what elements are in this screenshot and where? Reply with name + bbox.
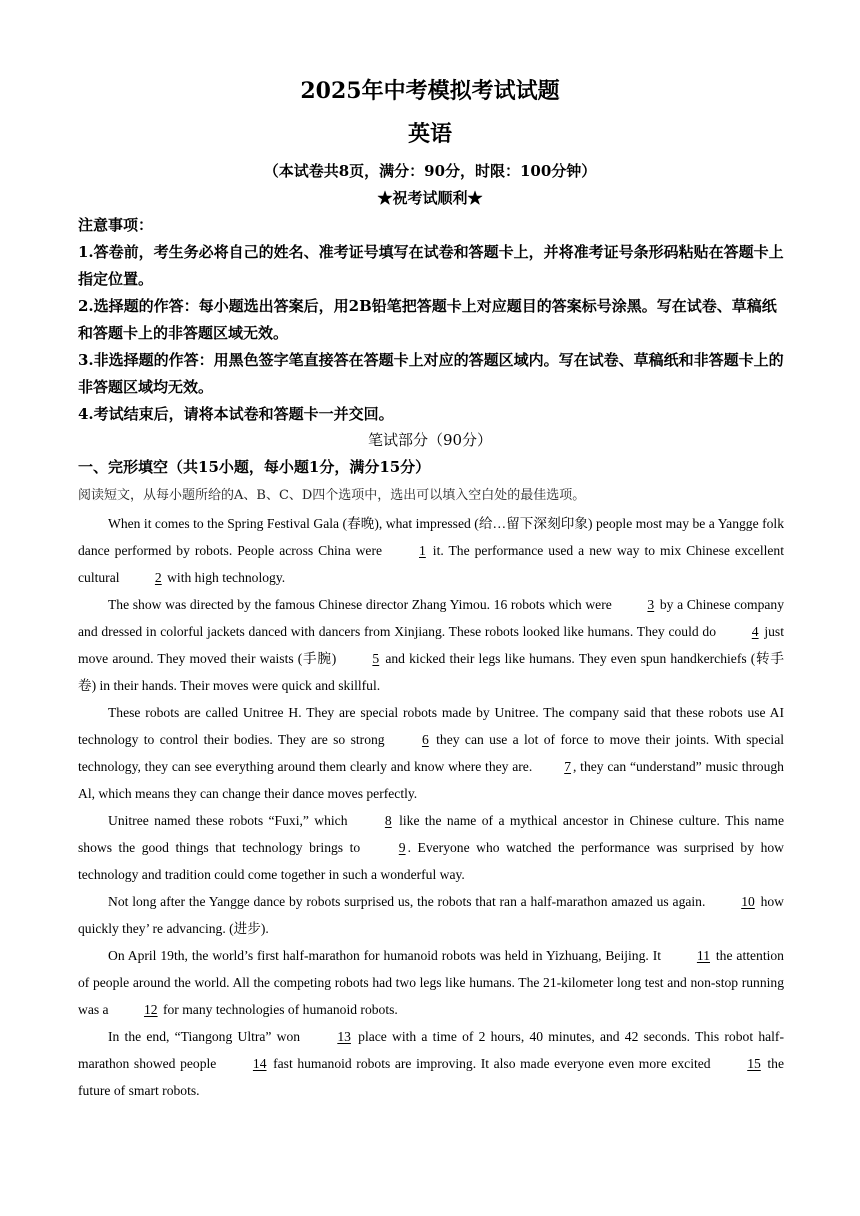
- passage-text: Unitree named these robots “Fuxi,” which: [108, 813, 353, 828]
- passage-text: , they can “understand” music through Al, which means they can change their dance moves perfectly.: [78, 759, 784, 801]
- note-item-3: 3.非选择题的作答：用黑色签字笔直接答在答题卡上对应的答题区域内。写在试卷、草稿纸和非答题卡上的非答题区域均无效。: [78, 351, 784, 396]
- cloze-blank-13: 13: [337, 1029, 351, 1044]
- note-item-2: 2.选择题的作答：每小题选出答案后，用2B铅笔把答题卡上对应题目的答案标号涂黑。写在试卷、草稿纸和答题卡上的非答题区域无效。: [78, 297, 777, 342]
- passage-text: the attention of people around the world. All the competing robots had two legs like humans. The 21-kilometer long test and non-stop running was a: [78, 948, 784, 1017]
- passage-text: place with a time of 2 hours, 40 minutes, and 42 seconds. This robot half-marathon showed people: [78, 1029, 784, 1071]
- cloze-blank-14: 14: [252, 1056, 267, 1071]
- note-item-4: 4.考试结束后，请将本试卷和答题卡一并交回。: [78, 405, 394, 423]
- cloze-blank-11: 11: [696, 948, 710, 963]
- passage-text: it. The performance used a new way to mix Chinese excellent cultural: [78, 543, 784, 585]
- cloze-blank-10: 10: [741, 894, 755, 909]
- exam-subject: 英语: [407, 121, 452, 147]
- passage-paragraph: [78, 591, 784, 699]
- passage-text: for many technologies of humanoid robots.: [159, 1002, 398, 1017]
- passage-text: just move around. They moved their waists (手腕): [78, 624, 784, 666]
- part1-heading: 一、完形填空（共15小题，每小题1分，满分15分）: [78, 458, 431, 476]
- cloze-blank-15: 15: [747, 1056, 761, 1071]
- cloze-blank-6: 6: [421, 732, 429, 747]
- exam-info: （本试卷共8页，满分：90分，时限：100分钟）: [263, 162, 597, 180]
- passage-text: how quickly they’ re advancing. (进步).: [78, 894, 784, 936]
- passage-text: they can use a lot of force to move their joints. With special technology, they can see everything around them clearly and know where they are.: [78, 732, 785, 774]
- notes-block: [78, 212, 784, 428]
- passage-paragraph: [78, 888, 784, 942]
- cloze-blank-7: 7: [564, 759, 572, 774]
- cloze-blank-2: 2: [154, 570, 162, 585]
- passage-paragraph: [78, 1023, 784, 1104]
- part1-instruction: 阅读短文，从每小题所给的A、B、C、D四个选项中，选出可以填入空白处的最佳选项。: [78, 488, 586, 503]
- passage-text: In the end, “Tiangong Ultra” won: [108, 1029, 306, 1044]
- cloze-blank-4: 4: [751, 624, 759, 639]
- passage-text: the future of smart robots.: [78, 1056, 785, 1098]
- passage-paragraph: [78, 807, 784, 888]
- passage-text: fast humanoid robots are improving. It also made everyone even more excited: [268, 1056, 716, 1071]
- cloze-blank-1: 1: [419, 543, 426, 558]
- passage-paragraph: [78, 699, 784, 807]
- passage-text: like the name of a mythical ancestor in Chinese culture. This name shows the good things that technology brings to: [78, 813, 784, 855]
- passage-text: On April 19th, the world’s first half-marathon for humanoid robots was held in Yizhuang, Beijing. It: [108, 948, 665, 963]
- passage-text: The show was directed by the famous Chinese director Zhang Yimou. 16 robots which were: [108, 597, 616, 612]
- cloze-blank-5: 5: [372, 651, 380, 666]
- exam-title: 2025年中考模拟考试试题: [300, 78, 560, 104]
- cloze-blank-8: 8: [384, 813, 392, 828]
- note-item-1: 1.答卷前，考生务必将自己的姓名、准考证号填写在试卷和答题卡上，并将准考证号条形码粘贴在答题卡上指定位置。: [78, 243, 784, 288]
- passage-text: by a Chinese company and dressed in colorful jackets danced with dancers from Xinjiang. These robots looked like humans. They could do: [78, 597, 784, 639]
- passage-text: Not long after the Yangge dance by robots surprised us, the robots that ran a half-marathon amazed us again.: [108, 894, 710, 909]
- cloze-blank-9: 9: [398, 840, 406, 855]
- passage-text: and kicked their legs like humans. They even spun handkerchiefs (转手卷) in their hands. Their moves were quick and skillful.: [78, 651, 784, 693]
- passage-text: When it comes to the Spring Festival Gala (春晚), what impressed (给…留下深刻印象) people most may be a Yangge folk dance performed by robots. People across China were: [78, 516, 784, 558]
- cloze-blank-3: 3: [647, 597, 655, 612]
- passage-text: . Everyone who watched the performance was surprised by how technology and tradition could come together in such a wonderful way.: [78, 840, 784, 882]
- cloze-blank-12: 12: [143, 1002, 158, 1017]
- passage-text: These robots are called Unitree H. They are special robots made by Unitree. The company said that these robots use AI technology to control their bodies. They are so strong: [78, 705, 784, 747]
- passage-text: with high technology.: [163, 570, 286, 585]
- cloze-passage: [78, 510, 784, 1104]
- section-title: 笔试部分（90分）: [367, 431, 493, 449]
- exam-wish: ★祝考试顺利★: [377, 189, 483, 207]
- passage-paragraph: [78, 942, 784, 1023]
- passage-paragraph: [78, 510, 784, 591]
- notes-heading: 注意事项：: [78, 216, 154, 234]
